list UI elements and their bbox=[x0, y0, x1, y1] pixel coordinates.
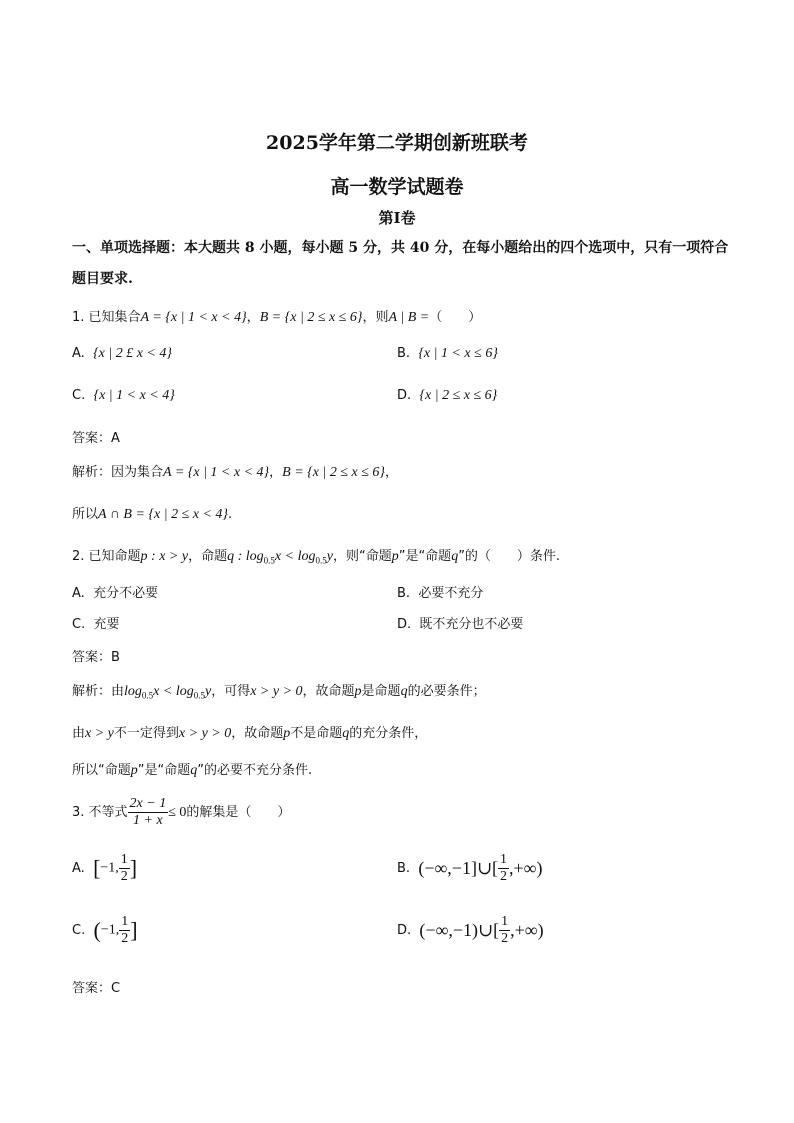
q2-analysis-line-1: 解析：由$\log_{0.5}x < \log_{0.5}y$，可得x > y > 0，故命题p是命题q的必要条件； bbox=[72, 684, 486, 701]
question-3-stem: 3. 不等式 $\frac{2x - 1}{1 + x}$ ≤ 0的解集是（ ） bbox=[72, 796, 291, 828]
q3-option-d: D. (−∞,−1)∪[ $\frac{1}{2}$ ,+∞) bbox=[397, 914, 544, 946]
exam-title: 2025学年第二学期创新班联考 bbox=[266, 132, 528, 154]
exam-part: 第Ⅰ卷 bbox=[378, 209, 416, 227]
q1-option-d: D. {x | 2 ≤ x ≤ 6} bbox=[397, 388, 498, 403]
q2-option-c: C. 充要 bbox=[72, 617, 120, 632]
q2-analysis-line-2: 由x > y不一定得到x > y > 0，故命题p不是命题q的充分条件， bbox=[72, 726, 428, 741]
q3-option-c: C. (−1, $\frac{1}{2}$ ] bbox=[72, 914, 138, 946]
exam-subtitle: 高一数学试题卷 bbox=[330, 176, 464, 198]
q2-option-d: D. 既不充分也不必要 bbox=[397, 617, 524, 632]
q1-option-b: B. {x | 1 < x ≤ 6} bbox=[397, 346, 498, 361]
q1-analysis-line-2: 所以A ∩ B = {x | 2 ≤ x < 4}. bbox=[72, 507, 233, 522]
q3-fraction: $\frac{2x - 1}{1 + x}$ bbox=[129, 796, 167, 828]
q1-option-c: C. {x | 1 < x < 4} bbox=[72, 388, 175, 403]
q1-analysis-line-1: 解析：因为集合A = {x | 1 < x < 4}，B = {x | 2 ≤ x ≤ 6}， bbox=[72, 465, 399, 480]
question-2-stem: 2. 已知命题p : x > y，命题q : $\log_{0.5}x < \log_{0.5}y$，则“命题p”是“命题q”的（ ）条件. bbox=[72, 549, 561, 566]
q3-option-a: A. [−1, $\frac{1}{2}$ ] bbox=[72, 852, 138, 884]
q3-option-b: B. (−∞,−1]∪[ $\frac{1}{2}$ ,+∞) bbox=[397, 852, 543, 884]
section-heading: 一、单项选择题：本大题共 8 小题，每小题 5 分，共 40 分，在每小题给出的四个选项中，只有一项符合题目要求. bbox=[72, 240, 729, 287]
q2-option-b: B. 必要不充分 bbox=[397, 586, 484, 601]
question-1-stem: 1. 已知集合A = {x | 1 < x < 4}，B = {x | 2 ≤ x ≤ 6}，则A | B =（ ） bbox=[72, 310, 482, 325]
q2-answer: 答案：B bbox=[72, 650, 120, 665]
q1-answer: 答案：A bbox=[72, 431, 120, 446]
q2-analysis-line-3: 所以“命题p”是“命题q”的必要不充分条件. bbox=[72, 763, 313, 778]
q2-option-a: A. 充分不必要 bbox=[72, 586, 159, 601]
q3-answer: 答案：C bbox=[72, 981, 121, 996]
q1-option-a: A. {x | 2 £ x < 4} bbox=[72, 346, 172, 361]
